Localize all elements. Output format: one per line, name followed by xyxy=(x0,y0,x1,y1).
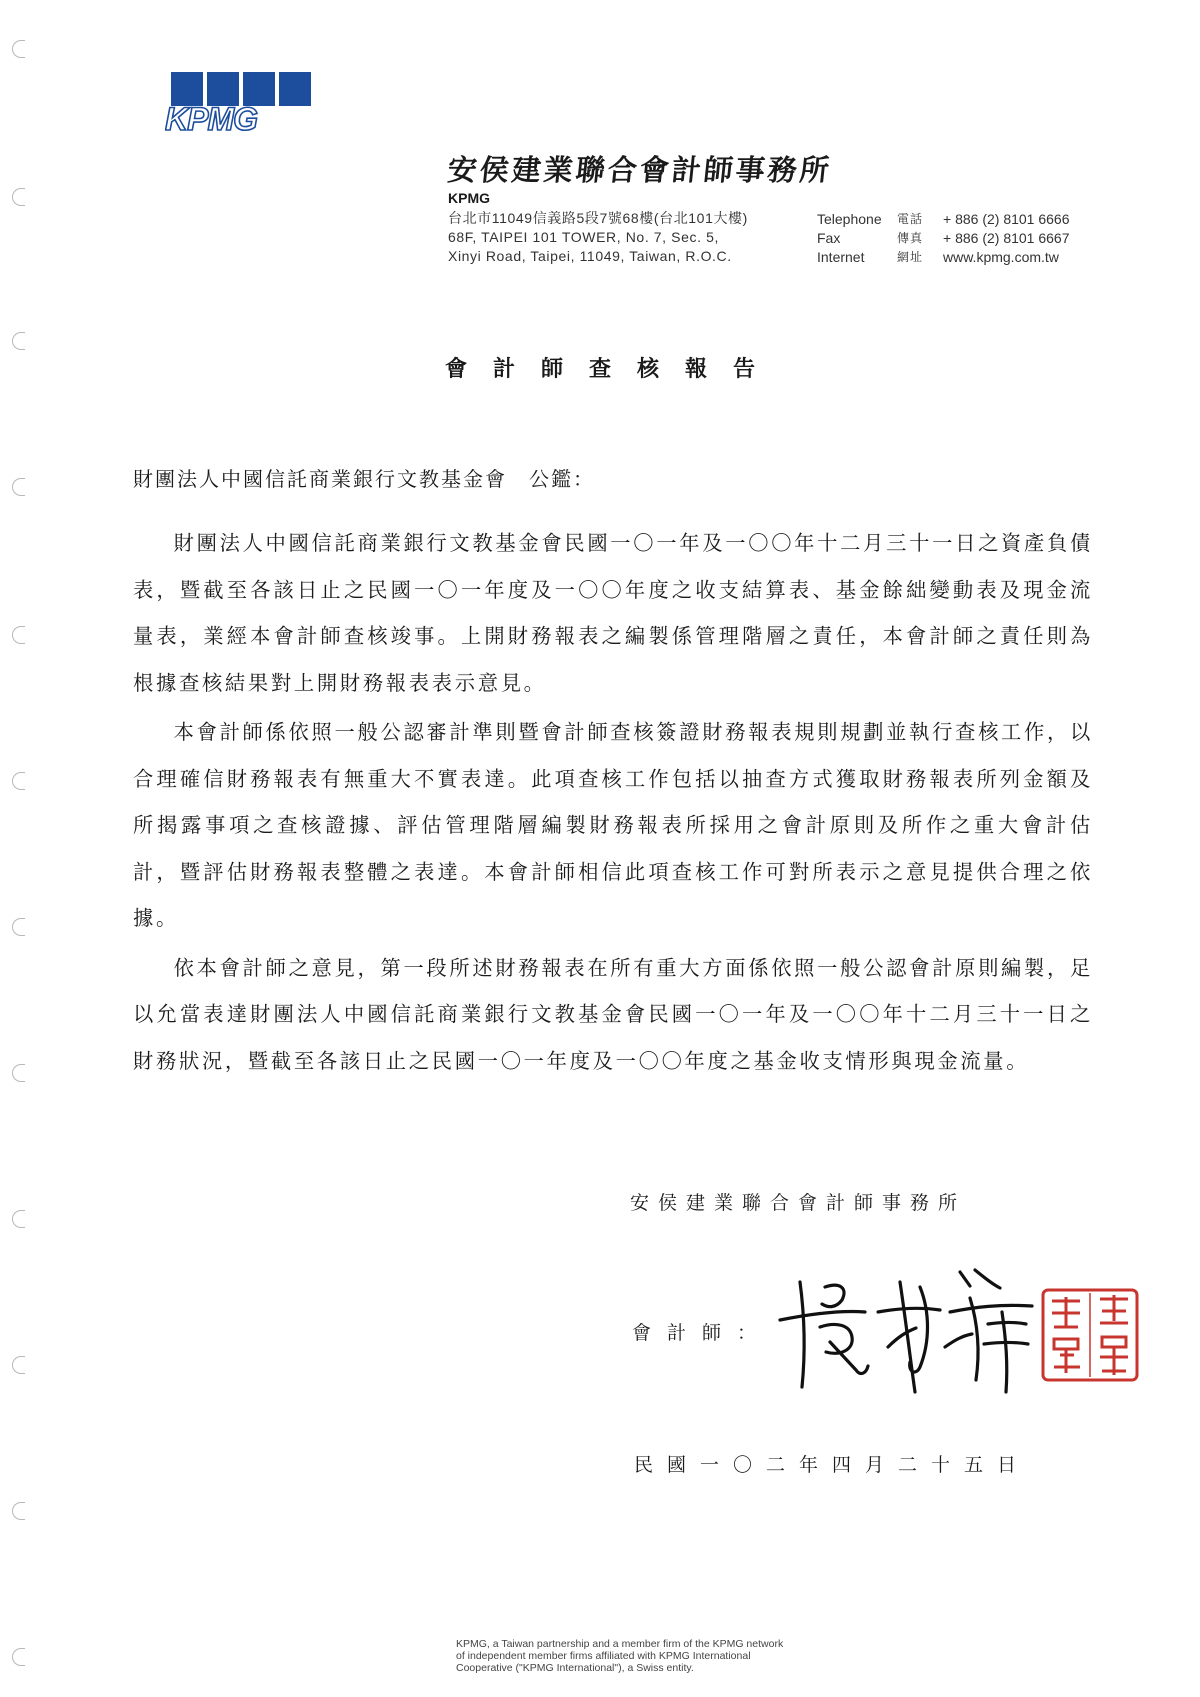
punch-hole xyxy=(12,188,25,206)
report-body xyxy=(133,520,1093,1087)
contact-label: Telephone xyxy=(817,211,882,227)
letterhead-firm-name-en: KPMG xyxy=(448,190,490,206)
punch-hole xyxy=(12,626,25,644)
punch-hole xyxy=(12,918,25,936)
report-title: 會計師查核報告 xyxy=(444,356,781,382)
signature-firm-name: 安侯建業聯合會計師事務所 xyxy=(630,1192,967,1214)
red-seal-stamp xyxy=(1040,1287,1140,1383)
contact-label-cn: 傳真 xyxy=(897,231,924,245)
handwritten-signature xyxy=(770,1252,1040,1402)
address-line: 台北市11049信義路5段7號68樓(台北101大樓) xyxy=(448,210,748,226)
address-line: 68F, TAIPEI 101 TOWER, No. 7, Sec. 5, xyxy=(448,229,719,245)
report-salutation: 財團法人中國信託商業銀行文教基金會 公鑑： xyxy=(133,467,595,491)
accountant-label: 會計師： xyxy=(632,1322,773,1344)
report-paragraph: 財團法人中國信託商業銀行文教基金會民國一〇一年及一〇〇年十二月三十一日之資產負債表，暨截至各該日止之民國一〇一年度及一〇〇年度之收支結算表、基金餘絀變動表及現金流量表，業經本會計師查核竣事。上開財務報表之編製係管理階層之責任，本會計師之責任則為根據查核結果對上開財務報表表示意見。 xyxy=(133,531,1093,695)
report-paragraph: 依本會計師之意見，第一段所述財務報表在所有重大方面係依照一般公認會計原則編製，足以允當表達財團法人中國信託商業銀行文教基金會民國一〇一年及一〇〇年十二月三十一日之財務狀況，暨截至各該日止之民國一〇一年度及一〇〇年度之基金收支情形與現金流量。 xyxy=(133,955,1093,1073)
kpmg-logo xyxy=(165,72,315,134)
punch-hole xyxy=(12,1356,25,1374)
contact-label-cn: 網址 xyxy=(897,250,924,264)
contact-label: Fax xyxy=(817,230,841,246)
contact-row xyxy=(817,210,1070,229)
contact-row xyxy=(817,229,1070,248)
letterhead-address xyxy=(448,209,748,266)
punch-hole xyxy=(12,772,25,790)
punch-hole xyxy=(12,40,25,58)
punch-hole xyxy=(12,1210,25,1228)
contact-label-cn: 電話 xyxy=(897,212,924,226)
punch-hole xyxy=(12,1064,25,1082)
contact-value: + 886 (2) 8101 6667 xyxy=(943,230,1070,246)
letterhead-contacts xyxy=(817,210,1070,267)
punch-hole xyxy=(12,1648,25,1666)
report-paragraph: 本會計師係依照一般公認審計準則暨會計師查核簽證財務報表規則規劃並執行查核工作，以合理確信財務報表有無重大不實表達。此項查核工作包括以抽查方式獲取財務報表所列金額及所揭露事項之查核證據、評估管理階層編製財務報表所採用之會計原則及所作之重大會計估計，暨評估財務報表整體之表達。本會計師相信此項查核工作可對所表示之意見提供合理之依據。 xyxy=(133,720,1093,930)
contact-value: www.kpmg.com.tw xyxy=(943,249,1059,265)
address-line: Xinyi Road, Taipei, 11049, Taiwan, R.O.C. xyxy=(448,248,732,264)
logo-text: KPMG xyxy=(165,101,257,134)
contact-label: Internet xyxy=(817,249,865,265)
contact-value: + 886 (2) 8101 6666 xyxy=(943,211,1070,227)
punch-hole xyxy=(12,478,25,496)
footer-line: KPMG, a Taiwan partnership and a member firm of the KPMG network xyxy=(456,1638,784,1650)
footer-line: of independent member firms affiliated with KPMG International xyxy=(456,1650,751,1662)
letterhead-firm-name-cn: 安侯建業聯合會計師事務所 xyxy=(446,153,834,187)
punch-hole xyxy=(12,1502,25,1520)
footer-line: Cooperative ("KPMG International"), a Swiss entity. xyxy=(456,1662,694,1674)
footer-disclaimer xyxy=(456,1638,816,1674)
contact-row xyxy=(817,248,1070,267)
punch-hole xyxy=(12,332,25,350)
report-date: 民國一〇二年四月二十五日 xyxy=(634,1454,1031,1476)
